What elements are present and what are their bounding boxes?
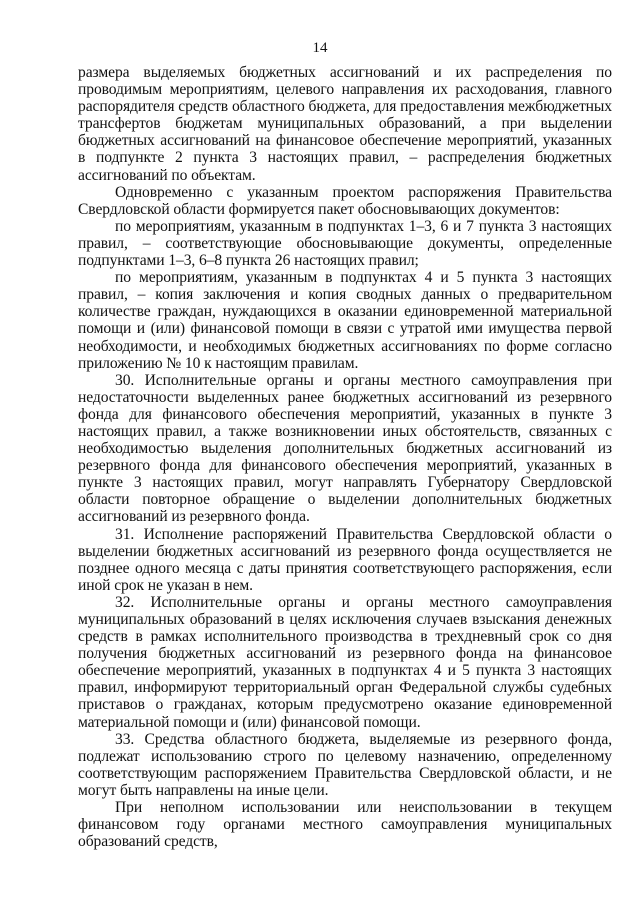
paragraph-item-30: 30. Исполнительные органы и органы местного самоуправления при недостаточности выделенных ранее бюджетных ассигнований из резервного фонда для финансового обеспечения мероприятий, указанных в пункте 3 настоящих правил, а также возникновении иных обстоятельств, связанных с необходимостью выделения дополнительных бюджетных ассигнований из резервного фонда для финансового обеспечения мероприятий, указанных в пункте 3 настоящих правил, могут направлять Губернатору Свердловской области повторное обращение о выделении дополнительных бюджетных ассигнований из резервного фонда. (78, 371, 612, 526)
paragraph-supporting-docs-intro: Одновременно с указанным проектом распоряжения Правительства Свердловской области формируется пакет обосновывающих документов: (78, 183, 612, 218)
paragraph-item-33: 33. Средства областного бюджета, выделяемые из резервного фонда, подлежат использованию строго по целевому назначению, определенному соответствующим распоряжением Правительства Свердловской области, и не могут быть направлены на иные цели. (78, 730, 612, 799)
paragraph-continuation: размера выделяемых бюджетных ассигнований и их распределения по проводимым мероприятиям, целевого направления их расходования, главного распорядителя средств областного бюджета, для предоставления межбюджетных трансфертов бюджетам муниципальных образований, а при выделении бюджетных ассигнований на финансовое обеспечение мероприятий, указанных в подпункте 2 пункта 3 настоящих правил, – распределения бюджетных ассигнований по объектам. (78, 64, 612, 184)
paragraph-supporting-docs-item-2: по мероприятиям, указанным в подпунктах 4 и 5 пункта 3 настоящих правил, – копия заключения и копия сводных данных о предварительном количестве граждан, нуждающихся в оказании единовременной материальной помощи и (или) финансовой помощи в связи с утратой ими имущества первой необходимости, и необходимых бюджетных ассигнованиях по форме согласно приложению № 10 к настоящим правилам. (78, 269, 612, 372)
page-number: 14 (312, 40, 328, 56)
paragraph-unused-funds: При неполном использовании или неиспользовании в текущем финансовом году органами местного самоуправления муниципальных образований средств, (78, 799, 612, 851)
paragraph-item-31: 31. Исполнение распоряжений Правительства Свердловской области о выделении бюджетных ассигнований из резервного фонда осуществляется не позднее одного месяца с даты принятия соответствующего распоряжения, если иной срок не указан в нем. (78, 525, 612, 594)
document-body (78, 64, 612, 850)
paragraph-supporting-docs-item-1: по мероприятиям, указанным в подпунктах 1–3, 6 и 7 пункта 3 настоящих правил, – соответствующие обосновывающие документы, определенные подпунктами 1–3, 6–8 пункта 26 настоящих правил; (78, 217, 612, 270)
paragraph-item-32: 32. Исполнительные органы и органы местного самоуправления муниципальных образований в целях исключения случаев взыскания денежных средств в рамках исполнительного производства в трехдневный срок со дня получения бюджетных ассигнований из резервного фонда на финансовое обеспечение мероприятий, указанных в подпунктах 4 и 5 пункта 3 настоящих правил, информируют территориальный орган Федеральной службы судебных приставов о гражданах, которым предусмотрено оказание единовременной материальной помощи и (или) финансовой помощи. (78, 593, 612, 731)
